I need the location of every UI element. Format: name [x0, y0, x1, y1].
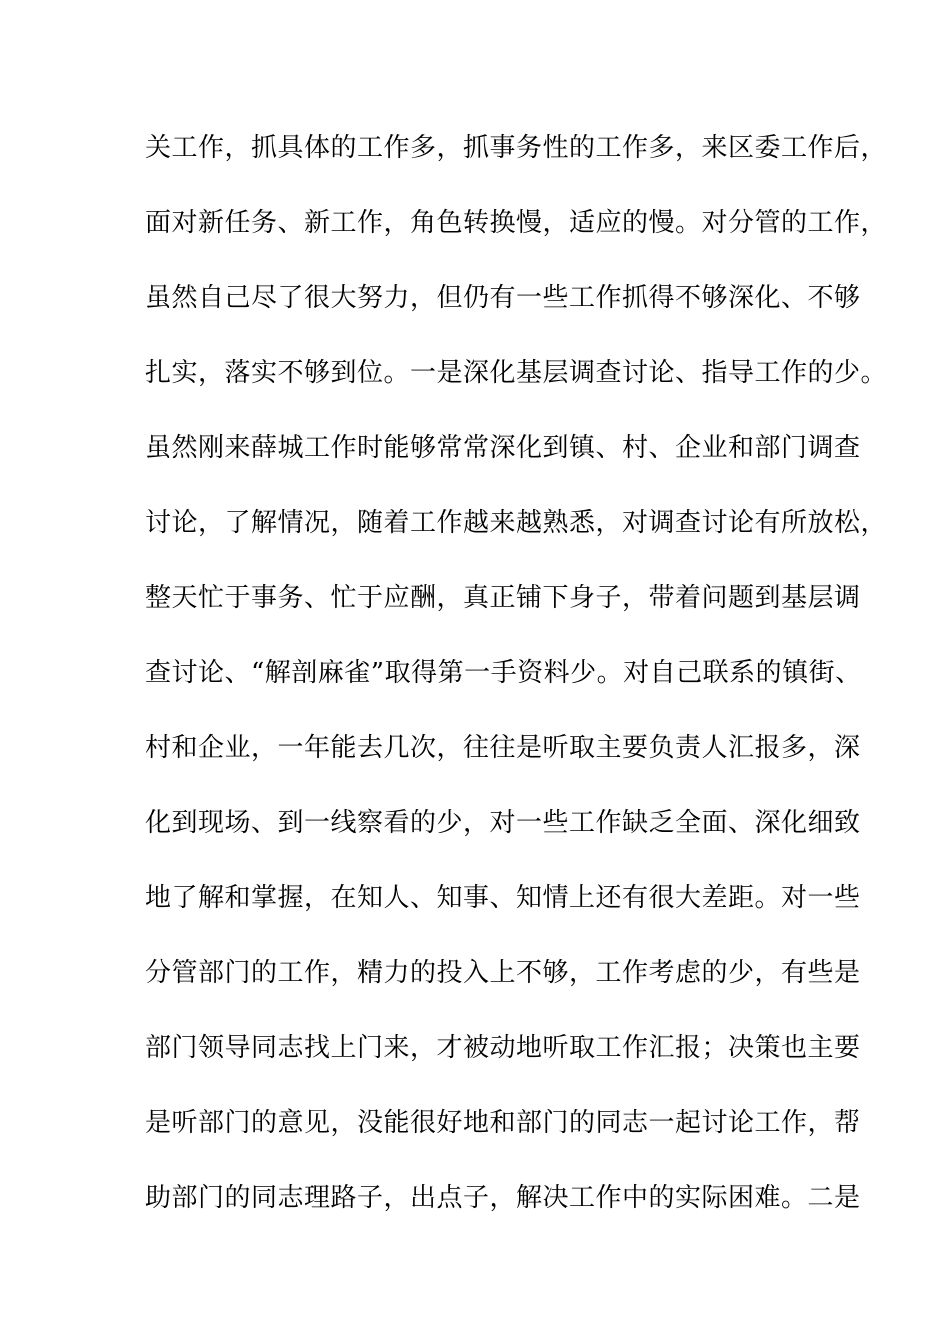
text-line: 地了解和掌握，在知人、知事、知情上还有很大差距。对一些 — [145, 883, 861, 913]
text-line: 虽然刚来薛城工作时能够常常深化到镇、村、企业和部门调查 — [145, 433, 861, 463]
text-line: 扎实，落实不够到位。一是深化基层调查讨论、指导工作的少。 — [145, 358, 888, 388]
text-line: 虽然自己尽了很大努力，但仍有一些工作抓得不够深化、不够 — [145, 283, 861, 313]
text-line: 助部门的同志理路子，出点子，解决工作中的实际困难。二是 — [145, 1183, 861, 1213]
text-line: 关工作，抓具体的工作多，抓事务性的工作多，来区委工作后， — [145, 133, 888, 163]
text-line: 查讨论、“解剖麻雀”取得第一手资料少。对自己联系的镇街、 — [145, 658, 862, 688]
text-line: 部门领导同志找上门来，才被动地听取工作汇报；决策也主要 — [145, 1033, 861, 1063]
text-line: 整天忙于事务、忙于应酬，真正铺下身子，带着问题到基层调 — [145, 583, 861, 613]
text-line: 是听部门的意见，没能很好地和部门的同志一起讨论工作，帮 — [145, 1108, 861, 1138]
text-line: 分管部门的工作，精力的投入上不够，工作考虑的少，有些是 — [145, 958, 861, 988]
text-line: 讨论，了解情况，随着工作越来越熟悉，对调查讨论有所放松， — [145, 508, 888, 538]
text-line: 化到现场、到一线察看的少，对一些工作缺乏全面、深化细致 — [145, 808, 861, 838]
body-text — [145, 128, 888, 1253]
text-line: 村和企业，一年能去几次，往往是听取主要负责人汇报多，深 — [145, 733, 861, 763]
text-line: 面对新任务、新工作，角色转换慢，适应的慢。对分管的工作， — [145, 208, 888, 238]
